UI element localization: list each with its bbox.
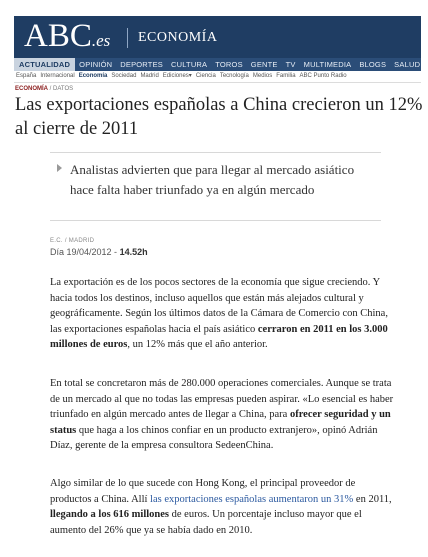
subnav-item-economia[interactable]: Economía bbox=[78, 73, 108, 79]
nav-item-deportes[interactable]: DEPORTES bbox=[120, 60, 163, 69]
paragraph-2 bbox=[50, 376, 395, 454]
article-subtitle: Analistas advierten que para llegar al mercado asiático hace falta haber triunfado ya en algún mercado bbox=[70, 162, 355, 197]
nav-item-salud[interactable]: SALUD bbox=[394, 60, 421, 69]
nav-item-actualidad[interactable]: ACTUALIDAD bbox=[14, 58, 75, 71]
p3-link[interactable]: las exportaciones españolas aumentaron un 31% bbox=[150, 493, 354, 505]
nav-item-multimedia[interactable]: MULTIMEDIA bbox=[303, 60, 352, 69]
subnav-item-espana[interactable]: España bbox=[16, 73, 37, 79]
subnav-item-sociedad[interactable]: Sociedad bbox=[111, 73, 137, 79]
subnav-item-ediciones[interactable]: Ediciones▾ bbox=[162, 73, 192, 79]
p2-text-c: que haga a los chinos confiar en un producto extranjero», opinó Adrián Díaz, gerente de la empresa consultora SedeenChina. bbox=[50, 424, 378, 451]
paragraph-3 bbox=[50, 476, 395, 538]
sub-nav bbox=[14, 71, 421, 83]
logo-main: ABC bbox=[24, 18, 92, 54]
paragraph-1 bbox=[50, 275, 395, 353]
p3-text-d: de euros. Un porcentaje incluso mayor que el aumento del 26% que ya se había dado en 2010. bbox=[50, 509, 362, 536]
nav-item-tv[interactable]: TV bbox=[285, 60, 296, 69]
logo-suffix: .es bbox=[91, 31, 111, 50]
subnav-item-tecnologia[interactable]: Tecnología bbox=[219, 73, 249, 79]
subnav-item-madrid[interactable]: Madrid bbox=[140, 73, 159, 79]
subtitle-top-divider bbox=[50, 152, 381, 153]
breadcrumb-subsection[interactable]: DATOS bbox=[53, 86, 74, 92]
nav-item-toros[interactable]: TOROS bbox=[215, 60, 243, 69]
breadcrumb-separator: / bbox=[49, 86, 52, 92]
p2-text-a: En total se concretaron más de 280.000 operaciones comerciales. Aunque se trata de un mercado al que no todas las empresas pueden aspirar. «Lo esencial es haber triunfado en algún mercado antes de llegar a China, para bbox=[50, 378, 394, 420]
subnav-item-ciencia[interactable]: Ciencia bbox=[195, 73, 216, 79]
main-nav bbox=[14, 58, 421, 71]
subnav-item-medios[interactable]: Medios bbox=[252, 73, 273, 79]
abc-logo[interactable] bbox=[24, 17, 110, 60]
article-headline: Las exportaciones españolas a China crecieron un 12% al cierre de 2011 bbox=[15, 95, 423, 139]
subnav-item-punto-radio[interactable]: ABC Punto Radio bbox=[299, 73, 347, 79]
p2-highlight: ofrecer seguridad y un status bbox=[50, 409, 391, 436]
subtitle-bullet-icon bbox=[57, 164, 62, 172]
article-author: E.C. / MADRID bbox=[50, 238, 95, 244]
article-date-text: Día 19/04/2012 - bbox=[50, 247, 120, 257]
breadcrumb-section[interactable]: ECONOMÍA bbox=[15, 86, 48, 92]
masthead bbox=[14, 16, 421, 58]
subtitle-bottom-divider bbox=[50, 220, 381, 221]
nav-item-gente[interactable]: GENTE bbox=[250, 60, 278, 69]
p1-text-a: La exportación es de los pocos sectores de la economía que sigue creciendo. Y hacia todos los destinos, incluso aquellos que están más alejados cultural y geográficamente. Según los últimos datos de la Cámara de Comercio con China, las exportaciones españolas hacia el país asiático bbox=[50, 277, 388, 335]
nav-item-opinion[interactable]: OPINIÓN bbox=[79, 60, 113, 69]
breadcrumb bbox=[15, 85, 73, 93]
p3-highlight: llegando a los 616 millones bbox=[50, 509, 170, 520]
p3-text-b: en 2011, bbox=[353, 493, 392, 505]
p1-highlight: cerraron en 2011 en los 3.000 millones de euros bbox=[50, 323, 388, 350]
subnav-item-familia[interactable]: Familia bbox=[276, 73, 296, 79]
masthead-divider bbox=[127, 28, 128, 48]
article-time: 14.52h bbox=[119, 247, 148, 257]
subnav-item-internacional[interactable]: Internacional bbox=[40, 73, 75, 79]
nav-item-cultura[interactable]: CULTURA bbox=[170, 60, 208, 69]
nav-item-blogs[interactable]: BLOGS bbox=[359, 60, 387, 69]
p1-text-c: , un 12% más que el año anterior. bbox=[127, 339, 268, 350]
section-title[interactable]: ECONOMÍA bbox=[138, 30, 218, 45]
article-date bbox=[50, 247, 148, 257]
p3-text-a: Algo similar de lo que sucede con Hong Kong, el principal proveedor de productos a China. Allí bbox=[50, 478, 356, 505]
